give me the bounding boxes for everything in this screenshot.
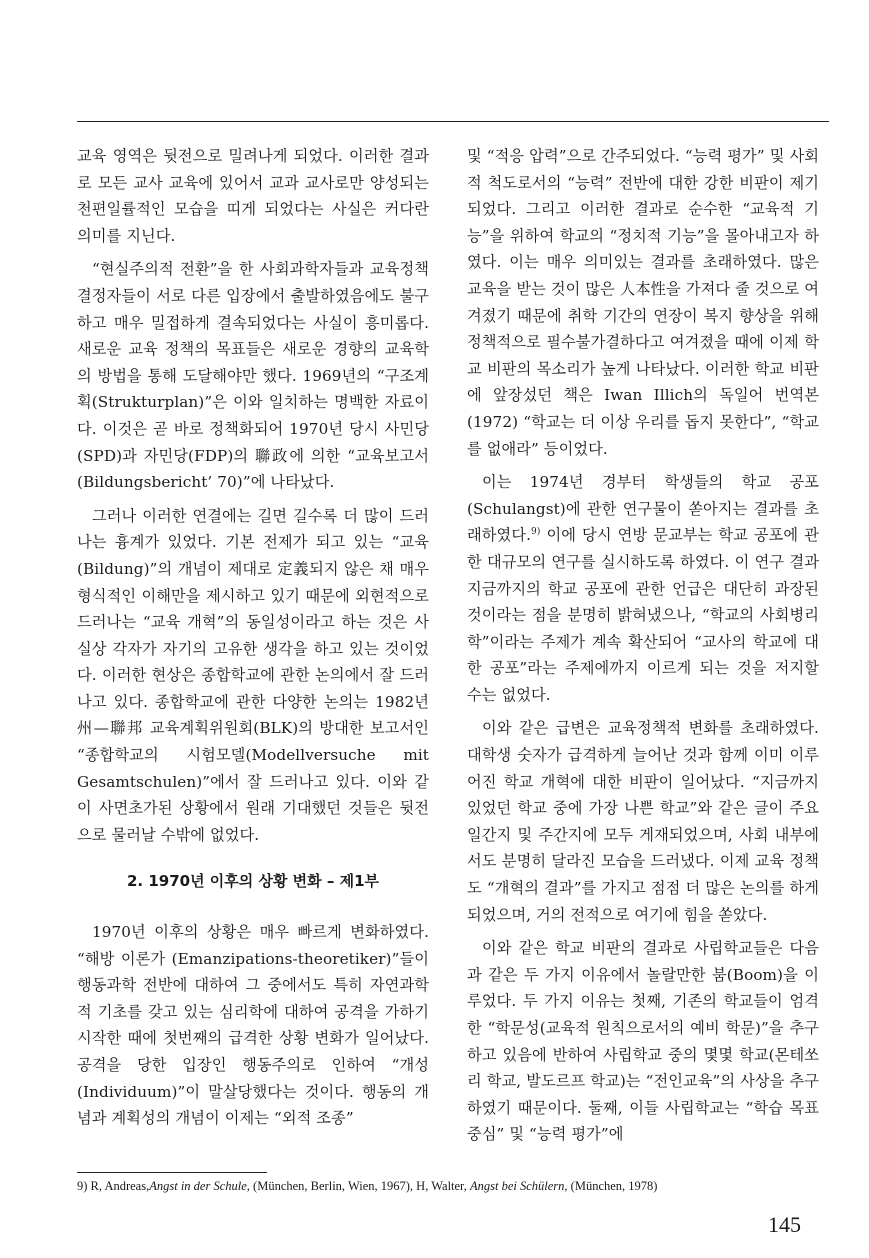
footnote-title: Angst in der Schule, — [149, 1179, 250, 1193]
paragraph: 이와 같은 급변은 교육정책적 변화를 초래하였다. 대학생 숫자가 급격하게 늘어난 것과 함께 이미 이루어진 학교 개혁에 대한 비판이 일어났다. “지금까지 있었던 학교 중에 가장 나쁜 학교”와 같은 글이 주요 일간지 및 주간지에 모두 게재되었으며, 사회 내부에서도 분명히 달라진 모습을 드러냈다. 이제 교육 정책도 “개혁의 결과”를 가지고 점점 더 많은 논의를 하게 되었으며, 거의 전적으로 여기에 힘을 쏟았다. — [467, 719, 819, 924]
footnote-number: 9) — [77, 1179, 88, 1193]
paragraph: “현실주의적 전환”을 한 사회과학자들과 교육정책 결정자들이 서로 다른 입장에서 출발하였음에도 불구하고 매우 밀접하게 결속되었다는 사실이 흥미롭다. 새로운 교육 정책의 목표들은 새로운 경향의 교육학의 방법을 통해 도달해야만 했다. 1969년의 “구조계획(Strukturplan)”은 이와 일치하는 명백한 자료이다. 이것은 곧 바로 정책화되어 1970년 당시 사민당(SPD)과 자민당(FDP)의 聯政에 의한 “교육보고서(Bildungsbericht’ 70)”에 나타났다. — [77, 260, 429, 492]
paragraph-text: 이는 1974년 경부터 학생들의 학교 공포(Schulangst)에 관한 연구물이 쏟아지는 결과를 초래하였다. — [467, 473, 819, 545]
footnote-publication: (München, 1978) — [570, 1179, 658, 1193]
page-number: 145 — [768, 1212, 801, 1237]
paragraph: 및 “적응 압력”으로 간주되었다. “능력 평가” 및 사회적 척도로서의 “능력” 전반에 대한 강한 비판이 제기되었다. 그리고 이러한 결과로 순수한 “교육적 기능”을 위하여 학교의 “정치적 기능”을 몰아내고자 하였다. 이는 매우 의미있는 결과를 초래하였다. 많은 교육을 받는 것이 많은 人本性을 가져다 줄 것으로 여겨졌기 때문에 취학 기간의 연장이 복지 향상을 위해 정책적으로 필수불가결하다고 여겨졌을 때에 이제 학교 비판의 목소리가 높게 나타났다. 이러한 학교 비판에 앞장섰던 책은 Iwan Illich의 독일어 번역본(1972) “학교는 더 이상 우리를 돕지 못한다”, “학교를 없애라” 등이었다. — [467, 147, 819, 458]
paragraph: 교육 영역은 뒷전으로 밀려나게 되었다. 이러한 결과로 모든 교사 교육에 있어서 교과 교사로만 양성되는 천편일률적인 모습을 띠게 되었다는 사실은 커다란 의미를 지닌다. — [77, 147, 429, 245]
header-rule — [77, 121, 829, 122]
footnote-rule — [77, 1172, 267, 1173]
footnote-publication: (München, Berlin, Wien, 1967), — [253, 1179, 414, 1193]
section-heading: 2. 1970년 이후의 상황 변화 – 제1부 — [126, 872, 380, 891]
paragraph-text: 이에 당시 연방 문교부는 학교 공포에 관한 대규모의 연구를 실시하도록 하였다. 이 연구 결과 지금까지의 학교 공포에 관한 언급은 대단히 과장된 것이라는 점을 분명히 밝혀냈으나, “학교의 사회병리학”이라는 주제가 계속 확산되어 “교사의 학교에 대한 공포”라는 주제에까지 이르게 되는 것을 저지할 수는 없었다. — [467, 526, 819, 704]
footnote-author: H, Walter, — [416, 1179, 467, 1193]
right-column — [467, 143, 819, 1155]
paragraph: 1970년 이후의 상황은 매우 빠르게 변화하였다. “해방 이론가 (Emanzipations-theoretiker)”들이 행동과학 전반에 대하여 그 중에서도 특히 자연과학적 기초를 갖고 있는 심리학에 대하여 공격을 가하기 시작한 때에 첫번째의 급격한 상황 변화가 일어났다. 공격을 당한 입장인 행동주의로 인하여 “개성(Individuum)”이 말살당했다는 것이다. 행동의 개념과 계획성의 개념이 이제는 “외적 조종” — [77, 923, 429, 1128]
paragraph: 그러나 이러한 연결에는 길면 길수록 더 많이 드러나는 흉계가 있었다. 기본 전제가 되고 있는 “교육(Bildung)”의 개념이 제대로 定義되지 않은 채 매우 형식적인 이해만을 제시하고 있기 때문에 외현적으로 드러나는 “교육 개혁”의 동일성이라고 하는 것은 사실상 각자가 자기의 고유한 생각을 하고 있는 것이었다. 이러한 현상은 종합학교에 관한 논의에서 잘 드러나고 있다. 종합학교에 관한 다양한 논의는 1982년 州—聯邦 교육계획위원회(BLK)의 방대한 보고서인 “종합학교의 시험모델(Modellversuche mit Gesamtschulen)”에서 잘 드러나고 있다. 이와 같이 사면초가된 상황에서 원래 기대했던 것들은 뒷전으로 물러날 수밖에 없었다. — [77, 506, 429, 844]
left-column — [77, 143, 429, 1139]
footnote-title: Angst bei Schülern, — [469, 1179, 568, 1193]
paragraph — [467, 469, 819, 708]
footnote-ref[interactable]: 9) — [531, 527, 541, 538]
footnote-author: R, Andreas, — [90, 1179, 150, 1193]
paragraph: 이와 같은 학교 비판의 결과로 사립학교들은 다음과 같은 두 가지 이유에서 놀랄만한 붐(Boom)을 이루었다. 두 가지 이유는 첫째, 기존의 학교들이 엄격한 “학문성(교육적 원칙으로서의 예비 학문)”을 추구하고 있음에 반하여 사립학교 중의 몇몇 학교(몬테쏘리 학교, 발도르프 학교)는 “전인교육”의 사상을 추구하였기 때문이다. 둘째, 이들 사립학교는 “학습 목표 중심” 및 “능력 평가”에 — [467, 939, 819, 1144]
footnote — [77, 1178, 837, 1194]
